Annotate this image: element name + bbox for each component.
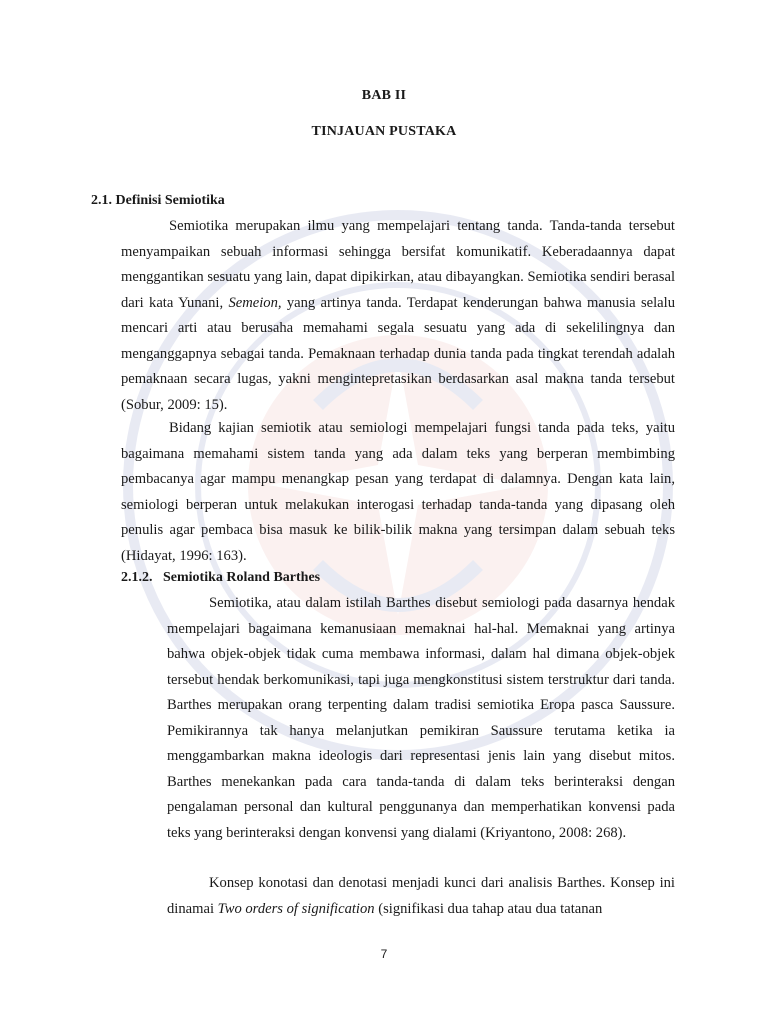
subsection-heading [121,570,320,586]
italic-term: Two orders of signification [217,900,375,917]
chapter-label: BAB II [361,88,407,103]
section-heading: 2.1. Definisi Semiotika [91,193,225,208]
section-paragraph-2: Bidang kajian semiotik atau semiologi mempelajari fungsi tanda pada teks, yaitu bagaimana memahami sistem tanda yang ada dalam teks yang berperan membimbing pembacanya agar mampu menangkap pesan yang terdapat di dalamnya. Dengan kata lain, semiologi berperan untuk melakukan interogasi terhadap tanda-tanda yang dipasang oleh penulis agar pembaca bisa masuk ke bilik-bilik makna yang tersimpan dalam sebuah teks (Hidayat, 1996: 163). [121,420,675,564]
paragraph-text: (signifikasi dua tahap atau dua tatanan [374,900,603,917]
paragraph-text: yang artinya tanda. Terdapat kenderungan bahwa manusia selalu mencari arti atau berusaha memahami segala sesuatu yang ada di sekelilingnya dan menganggapnya sebagai tanda. Pemaknaan terhadap dunia tanda pada tingkat terendah adalah pemaknaan secara lugas, yakni mengintepretasikan berdasarkan asal makna tanda tersebut (Sobur, 2009: 15). [121,294,676,413]
subsection-paragraph-2 [167,871,675,922]
subsection-title: Semiotika Roland Barthes [163,570,321,585]
paragraph-text: Konsep konotasi dan denotasi menjadi kunci dari analisis Barthes. Konsep ini dinamai [167,875,675,917]
paragraph-text: Semiotika merupakan ilmu yang mempelajari tentang tanda. Tanda-tanda tersebut menyampaikan sebuah informasi sehingga bersifat komunikatif. Keberadaannya dapat menggantikan sesuatu yang lain, dapat dipikirkan, atau dibayangkan. Semiotika sendiri berasal dari kata Yunani, [121,218,675,311]
section-paragraph-1 [121,214,675,418]
page-number: 7 [380,947,388,961]
italic-term: Semeion, [228,294,282,311]
chapter-title: TINJAUAN PUSTAKA [311,124,457,139]
subsection-paragraph-1: Semiotika, atau dalam istilah Barthes disebut semiologi pada dasarnya hendak mempelajari bagaimana kemanusiaan memaknai hal-hal. Memaknai yang artinya bahwa objek-objek tidak cuma membawa informasi, dalam hal dimana objek-objek tersebut hendak berkomunikasi, tapi juga mengkonstitusi sistem terstruktur dari tanda. Barthes merupakan orang terpenting dalam tradisi semiotika Eropa pasca Saussure. Pemikirannya tak hanya melanjutkan pemikiran Saussure terutama ketika ia menggambarkan makna ideologis dari representasi jenis lain yang disebut mitos. Barthes menekankan pada cara tanda-tanda di dalam teks berinteraksi dengan pengalaman personal dan kultural penggunanya dan memperhatikan konvensi pada teks yang berinteraksi dengan konvensi yang dialami (Kriyantono, 2008: 268). [167,595,675,841]
subsection-number: 2.1.2. [121,570,153,585]
